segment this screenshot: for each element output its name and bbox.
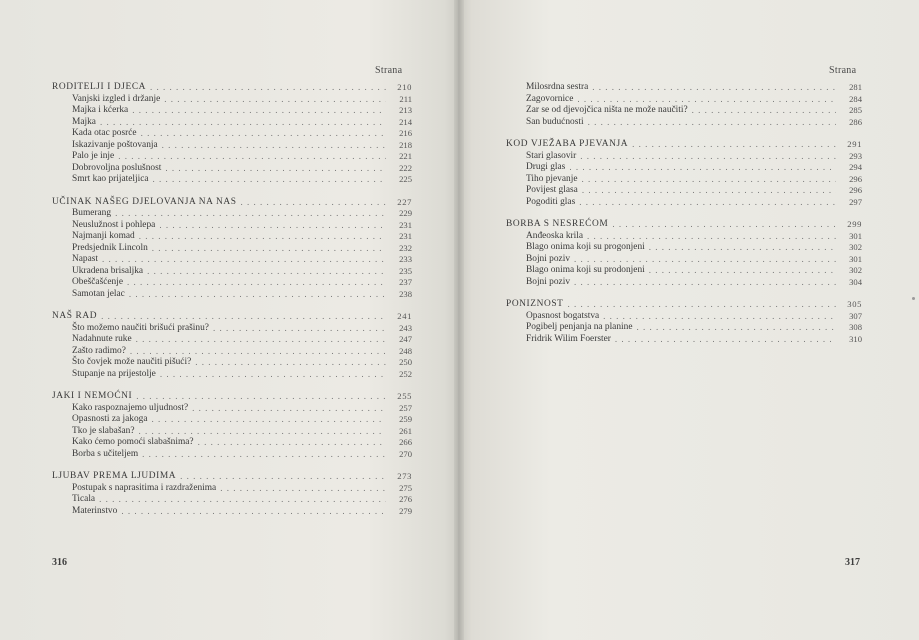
toc-entry bbox=[52, 140, 412, 152]
entry-title: Milosrdna sestra bbox=[526, 82, 589, 92]
dot-leader bbox=[121, 506, 386, 518]
toc-entry bbox=[52, 426, 412, 438]
entry-page-number: 310 bbox=[849, 333, 862, 344]
entry-page-number: 227 bbox=[397, 196, 412, 207]
entry-title: Dobrovoljna poslušnost bbox=[72, 162, 162, 173]
toc-entry bbox=[506, 242, 862, 254]
entry-page-number: 305 bbox=[847, 299, 862, 309]
toc-entry bbox=[52, 357, 412, 369]
toc-entry bbox=[52, 403, 412, 415]
toc-entry bbox=[506, 94, 862, 106]
entry-page-number: 308 bbox=[849, 322, 862, 332]
toc-entry bbox=[52, 323, 412, 335]
entry-title: Opasnosti za jakoga bbox=[72, 414, 148, 424]
entry-page-number: 243 bbox=[399, 322, 412, 333]
toc-entry bbox=[52, 506, 412, 518]
dot-leader bbox=[101, 311, 386, 323]
dot-leader bbox=[241, 197, 386, 209]
entry-page-number: 216 bbox=[399, 128, 412, 138]
dot-leader bbox=[588, 117, 836, 129]
entry-title: Samotan jelac bbox=[72, 288, 125, 299]
dot-leader bbox=[198, 437, 386, 449]
entry-page-number: 301 bbox=[849, 230, 862, 241]
entry-title: Drugi glas bbox=[526, 162, 566, 172]
entry-page-number: 235 bbox=[399, 265, 412, 276]
entry-page-number: 284 bbox=[849, 93, 862, 104]
dot-leader bbox=[569, 162, 836, 174]
dot-leader bbox=[692, 105, 836, 117]
entry-title: Ukradena brisaljka bbox=[72, 265, 144, 276]
entry-page-number: 225 bbox=[399, 174, 412, 184]
entry-title: Što možemo naučiti brišući prašinu? bbox=[72, 322, 209, 333]
entry-title: Napast bbox=[72, 254, 99, 264]
dot-leader bbox=[192, 403, 386, 415]
entry-title: Bojni poziv bbox=[526, 276, 571, 287]
entry-title: Najmanji komad bbox=[72, 231, 135, 241]
dot-leader bbox=[581, 174, 836, 186]
toc-entry bbox=[506, 311, 862, 323]
entry-page-number: 259 bbox=[399, 414, 412, 424]
dot-leader bbox=[142, 449, 386, 461]
entry-title: Tiho pjevanje bbox=[526, 173, 578, 184]
toc-entry bbox=[506, 254, 862, 266]
entry-title: Stari glasovir bbox=[526, 150, 577, 161]
toc-entry bbox=[506, 197, 862, 209]
entry-page-number: 266 bbox=[399, 437, 412, 447]
section-heading bbox=[506, 139, 862, 151]
book-gutter bbox=[454, 0, 464, 640]
entry-page-number: 286 bbox=[849, 116, 862, 127]
entry-title: Materinstvo bbox=[72, 505, 118, 516]
entry-page-number: 270 bbox=[399, 448, 412, 459]
entry-title: Fridrik Wilim Foerster bbox=[526, 333, 611, 344]
toc-entry bbox=[506, 162, 862, 174]
dot-leader bbox=[115, 208, 386, 220]
dot-leader bbox=[136, 391, 386, 403]
dot-leader bbox=[102, 254, 386, 266]
entry-title: PONIZNOST bbox=[506, 299, 564, 309]
entry-page-number: 232 bbox=[399, 242, 412, 253]
dot-leader bbox=[603, 311, 836, 323]
section-heading bbox=[52, 391, 412, 403]
toc-section bbox=[52, 197, 412, 301]
entry-title: Kako ćemo pomoći slabašnima? bbox=[72, 437, 194, 447]
table-of-contents bbox=[52, 82, 412, 528]
entry-page-number: 210 bbox=[397, 82, 412, 92]
toc-entry bbox=[52, 449, 412, 461]
entry-title: Majka i kćerka bbox=[72, 105, 129, 115]
toc-entry bbox=[52, 208, 412, 220]
dot-leader bbox=[649, 265, 836, 277]
entry-title: Bojni poziv bbox=[526, 253, 571, 264]
entry-title: San budućnosti bbox=[526, 116, 584, 127]
toc-entry bbox=[506, 105, 862, 117]
entry-page-number: 218 bbox=[399, 139, 412, 150]
toc-entry bbox=[52, 105, 412, 117]
entry-title: UČINAK NAŠEG DJELOVANJA NA NAS bbox=[52, 196, 237, 207]
entry-title: Opasnost bogatstva bbox=[526, 310, 600, 321]
entry-page-number: 233 bbox=[399, 254, 412, 264]
entry-title: Obeščašćenje bbox=[72, 277, 124, 287]
dot-leader bbox=[153, 174, 386, 186]
dot-leader bbox=[130, 346, 386, 358]
entry-title: Blago onima koji su progonjeni bbox=[526, 242, 645, 252]
toc-section bbox=[52, 391, 412, 460]
right-page bbox=[458, 0, 919, 640]
dot-leader bbox=[612, 219, 836, 231]
dot-leader bbox=[164, 94, 386, 106]
entry-title: Što čovjek može naučiti pišući? bbox=[72, 357, 192, 367]
dot-leader bbox=[587, 231, 836, 243]
toc-entry bbox=[506, 231, 862, 243]
entry-page-number: 302 bbox=[849, 265, 862, 275]
toc-entry bbox=[52, 243, 412, 255]
entry-page-number: 304 bbox=[849, 276, 862, 287]
dot-leader bbox=[567, 299, 836, 311]
toc-entry bbox=[52, 369, 412, 381]
toc-entry bbox=[52, 163, 412, 175]
entry-page-number: 302 bbox=[849, 242, 862, 252]
toc-entry bbox=[52, 277, 412, 289]
page-number: 317 bbox=[845, 557, 860, 568]
entry-title: Borba s učiteljem bbox=[72, 448, 139, 459]
entry-page-number: 248 bbox=[399, 345, 412, 356]
dot-leader bbox=[574, 254, 836, 266]
entry-title: Povijest glasa bbox=[526, 185, 578, 195]
toc-entry bbox=[506, 151, 862, 163]
toc-entry bbox=[506, 117, 862, 129]
entry-title: Iskazivanje poštovanja bbox=[72, 139, 158, 150]
page-number: 316 bbox=[52, 557, 67, 568]
toc-entry bbox=[506, 277, 862, 289]
entry-title: Ticala bbox=[72, 494, 96, 504]
entry-page-number: 257 bbox=[399, 402, 412, 413]
dot-leader bbox=[220, 483, 386, 495]
dot-leader bbox=[579, 197, 836, 209]
entry-title: RODITELJI I DJECA bbox=[52, 82, 147, 92]
section-heading bbox=[52, 471, 412, 483]
dot-leader bbox=[180, 471, 386, 483]
dot-leader bbox=[162, 140, 386, 152]
entry-title: Anđeoska krila bbox=[526, 230, 584, 241]
toc-entry bbox=[506, 185, 862, 197]
dot-leader bbox=[141, 128, 386, 140]
entry-title: Nadahnute ruke bbox=[72, 334, 132, 344]
entry-page-number: 307 bbox=[849, 310, 862, 321]
dot-leader bbox=[139, 231, 386, 243]
toc-entry bbox=[52, 334, 412, 346]
toc-section bbox=[52, 311, 412, 380]
entry-page-number: 247 bbox=[399, 334, 412, 344]
toc-entry bbox=[52, 266, 412, 278]
dot-leader bbox=[136, 334, 386, 346]
entry-page-number: 255 bbox=[397, 391, 412, 401]
entry-page-number: 214 bbox=[399, 116, 412, 127]
entry-title: Pogibelj penjanja na planine bbox=[526, 322, 633, 332]
section-heading bbox=[506, 219, 862, 231]
dot-leader bbox=[118, 151, 386, 163]
entry-page-number: 296 bbox=[849, 173, 862, 184]
toc-entry bbox=[52, 254, 412, 266]
toc-entry bbox=[52, 289, 412, 301]
dot-leader bbox=[138, 426, 386, 438]
dot-leader bbox=[213, 323, 386, 335]
section-heading bbox=[52, 311, 412, 323]
entry-page-number: 237 bbox=[399, 277, 412, 287]
dot-leader bbox=[160, 369, 386, 381]
dot-leader bbox=[632, 139, 836, 151]
toc-entry bbox=[52, 437, 412, 449]
entry-page-number: 229 bbox=[399, 208, 412, 218]
entry-page-number: 299 bbox=[847, 219, 862, 229]
entry-page-number: 296 bbox=[849, 185, 862, 195]
entry-page-number: 250 bbox=[399, 357, 412, 367]
entry-page-number: 231 bbox=[399, 231, 412, 241]
entry-page-number: 231 bbox=[399, 219, 412, 230]
toc-entry bbox=[52, 220, 412, 232]
entry-title: Stupanje na prijestolje bbox=[72, 368, 156, 379]
section-heading bbox=[506, 299, 862, 311]
entry-page-number: 297 bbox=[849, 196, 862, 207]
dot-leader bbox=[99, 494, 386, 506]
entry-page-number: 213 bbox=[399, 105, 412, 115]
entry-title: Postupak s naprasitima i razdraženima bbox=[72, 482, 217, 493]
entry-title: Majka bbox=[72, 116, 96, 127]
dot-leader bbox=[577, 94, 836, 106]
toc-entry bbox=[52, 483, 412, 495]
dot-leader bbox=[592, 82, 836, 94]
entry-title: KOD VJEŽABA PJEVANJA bbox=[506, 139, 629, 149]
entry-title: Palo je inje bbox=[72, 151, 115, 161]
entry-title: Vanjski izgled i držanje bbox=[72, 93, 161, 104]
entry-title: Kada otac posrće bbox=[72, 128, 137, 138]
toc-entry bbox=[52, 128, 412, 140]
left-page bbox=[0, 0, 458, 640]
entry-title: LJUBAV PREMA LJUDIMA bbox=[52, 471, 177, 481]
entry-title: JAKI I NEMOĆNI bbox=[52, 391, 133, 401]
entry-page-number: 285 bbox=[849, 105, 862, 115]
toc-entry bbox=[52, 231, 412, 243]
entry-title: Zar se od djevojčica ništa ne može naučiti? bbox=[526, 105, 688, 115]
entry-title: Tko je slabašan? bbox=[72, 425, 135, 436]
dot-leader bbox=[649, 242, 836, 254]
entry-page-number: 261 bbox=[399, 425, 412, 436]
entry-title: Neuslužnost i pohlepa bbox=[72, 219, 156, 230]
strana-label: Strana bbox=[375, 65, 403, 76]
entry-title: Predsjednik Lincoln bbox=[72, 242, 148, 253]
toc-entry bbox=[506, 174, 862, 186]
entry-title: Zagovornice bbox=[526, 93, 574, 104]
toc-entry bbox=[52, 94, 412, 106]
strana-label: Strana bbox=[829, 65, 857, 76]
entry-title: Zašto radimo? bbox=[72, 345, 126, 356]
entry-page-number: 252 bbox=[399, 368, 412, 379]
toc-entry bbox=[52, 414, 412, 426]
entry-title: NAŠ RAD bbox=[52, 311, 98, 321]
toc-entry bbox=[52, 494, 412, 506]
dot-leader bbox=[100, 117, 386, 129]
entry-title: Smrt kao prijateljica bbox=[72, 174, 149, 184]
dot-leader bbox=[129, 289, 386, 301]
toc-entry bbox=[52, 117, 412, 129]
toc-section bbox=[52, 82, 412, 186]
entry-page-number: 276 bbox=[399, 494, 412, 504]
toc-entry bbox=[52, 174, 412, 186]
entry-page-number: 211 bbox=[399, 93, 412, 104]
dot-leader bbox=[152, 243, 386, 255]
toc-entry bbox=[52, 151, 412, 163]
entry-title: Blago onima koji su prodonjeni bbox=[526, 265, 645, 275]
entry-title: Bumerang bbox=[72, 208, 112, 218]
entry-page-number: 301 bbox=[849, 253, 862, 264]
entry-page-number: 241 bbox=[397, 311, 412, 321]
dot-leader bbox=[195, 357, 386, 369]
dot-leader bbox=[152, 414, 387, 426]
toc-entry bbox=[506, 82, 862, 94]
toc-entry bbox=[52, 346, 412, 358]
toc-section bbox=[506, 219, 862, 288]
toc-entry bbox=[506, 265, 862, 277]
toc-section bbox=[52, 471, 412, 517]
dot-leader bbox=[165, 163, 386, 175]
dot-leader bbox=[127, 277, 386, 289]
toc-entry bbox=[506, 334, 862, 346]
dot-leader bbox=[574, 277, 836, 289]
entry-page-number: 294 bbox=[849, 162, 862, 172]
section-heading bbox=[52, 82, 412, 94]
entry-page-number: 273 bbox=[397, 471, 412, 481]
paper-speck bbox=[912, 297, 915, 300]
section-heading bbox=[52, 197, 412, 209]
entry-page-number: 222 bbox=[399, 162, 412, 173]
toc-entry bbox=[506, 322, 862, 334]
entry-page-number: 293 bbox=[849, 150, 862, 161]
entry-page-number: 281 bbox=[849, 82, 862, 92]
dot-leader bbox=[582, 185, 836, 197]
entry-title: Kako raspoznajemo uljudnost? bbox=[72, 402, 189, 413]
dot-leader bbox=[132, 105, 386, 117]
toc-section bbox=[506, 82, 862, 128]
dot-leader bbox=[615, 334, 836, 346]
entry-page-number: 279 bbox=[399, 505, 412, 516]
dot-leader bbox=[580, 151, 836, 163]
entry-page-number: 291 bbox=[847, 139, 862, 149]
entry-title: Pogoditi glas bbox=[526, 196, 576, 207]
dot-leader bbox=[636, 322, 836, 334]
dot-leader bbox=[147, 266, 386, 278]
toc-section bbox=[506, 139, 862, 208]
entry-title: BORBA S NESREĆOM bbox=[506, 219, 609, 229]
entry-page-number: 275 bbox=[399, 482, 412, 493]
dot-leader bbox=[159, 220, 386, 232]
entry-page-number: 221 bbox=[399, 151, 412, 161]
entry-page-number: 238 bbox=[399, 288, 412, 299]
table-of-contents bbox=[506, 82, 862, 356]
toc-section bbox=[506, 299, 862, 345]
dot-leader bbox=[150, 82, 386, 94]
